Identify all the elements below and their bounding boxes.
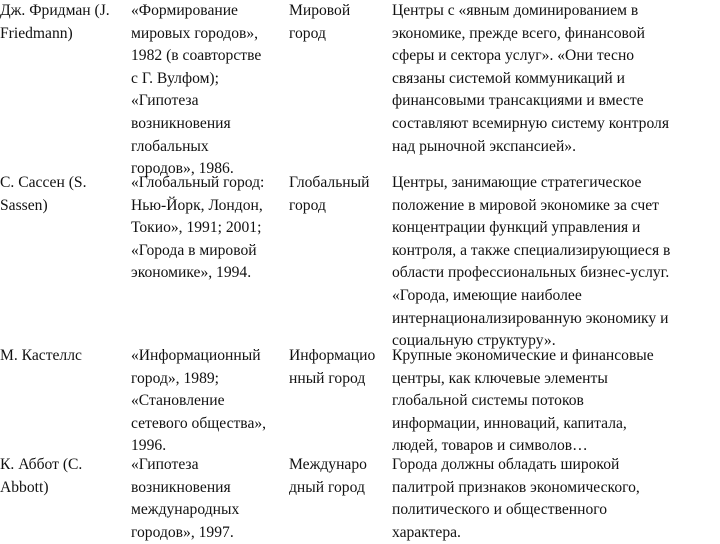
concept-cell: Междунаро дный город xyxy=(289,456,367,496)
author-cell: К. Аббот (C. Abbott) xyxy=(0,456,83,496)
definition-cell: Города должны обладать широкой палитрой признаков экономического, политического и общественного характера. xyxy=(392,456,640,541)
concept-cell: Мировой город xyxy=(289,2,351,42)
author-cell: Дж. Фридман (J. Friedmann) xyxy=(0,2,110,42)
works-cell: «Гипотеза возникновения международных городов», 1997. xyxy=(131,456,240,541)
works-cell: «Формирование мировых городов», 1982 (в соавторстве с Г. Вулфом); «Гипотеза возникновения глобальных городов», 1986. xyxy=(131,2,262,178)
works-cell: «Информационный город», 1989; «Становление сетевого общества», 1996. xyxy=(131,347,267,455)
author-cell: М. Кастеллс xyxy=(0,347,82,364)
definition-cell: Крупные экономические и финансовые центры, как ключевые элементы глобальной системы потоков информации, инноваций, капитала, людей, товаров и символов… xyxy=(392,347,654,455)
definition-cell: Центры с «явным доминированием в экономике, прежде всего, финансовой сферы и сектора услуг». «Они тесно связаны системой коммуникаций и финансовыми трансакциями и вместе составляют всемирную систему контроля над рыночной экспансией». xyxy=(392,2,669,155)
concept-cell: Глобальный город xyxy=(289,174,370,214)
works-cell: «Глобальный город: Нью-Йорк, Лондон, Токио», 1991; 2001; «Города в мировой экономике», 1994. xyxy=(131,174,265,282)
concept-cell: Информацио нный город xyxy=(289,347,376,387)
definition-cell: Центры, занимающие стратегическое положение в мировой экономике за счет концентрации функций управления и контроля, а также специализирующиеся в области профессиональных бизнес-услуг. «Города, имеющие наиболее интернационализированную экономику и социальную структуру». xyxy=(392,174,671,350)
author-cell: С. Сассен (S. Sassen) xyxy=(0,174,87,214)
